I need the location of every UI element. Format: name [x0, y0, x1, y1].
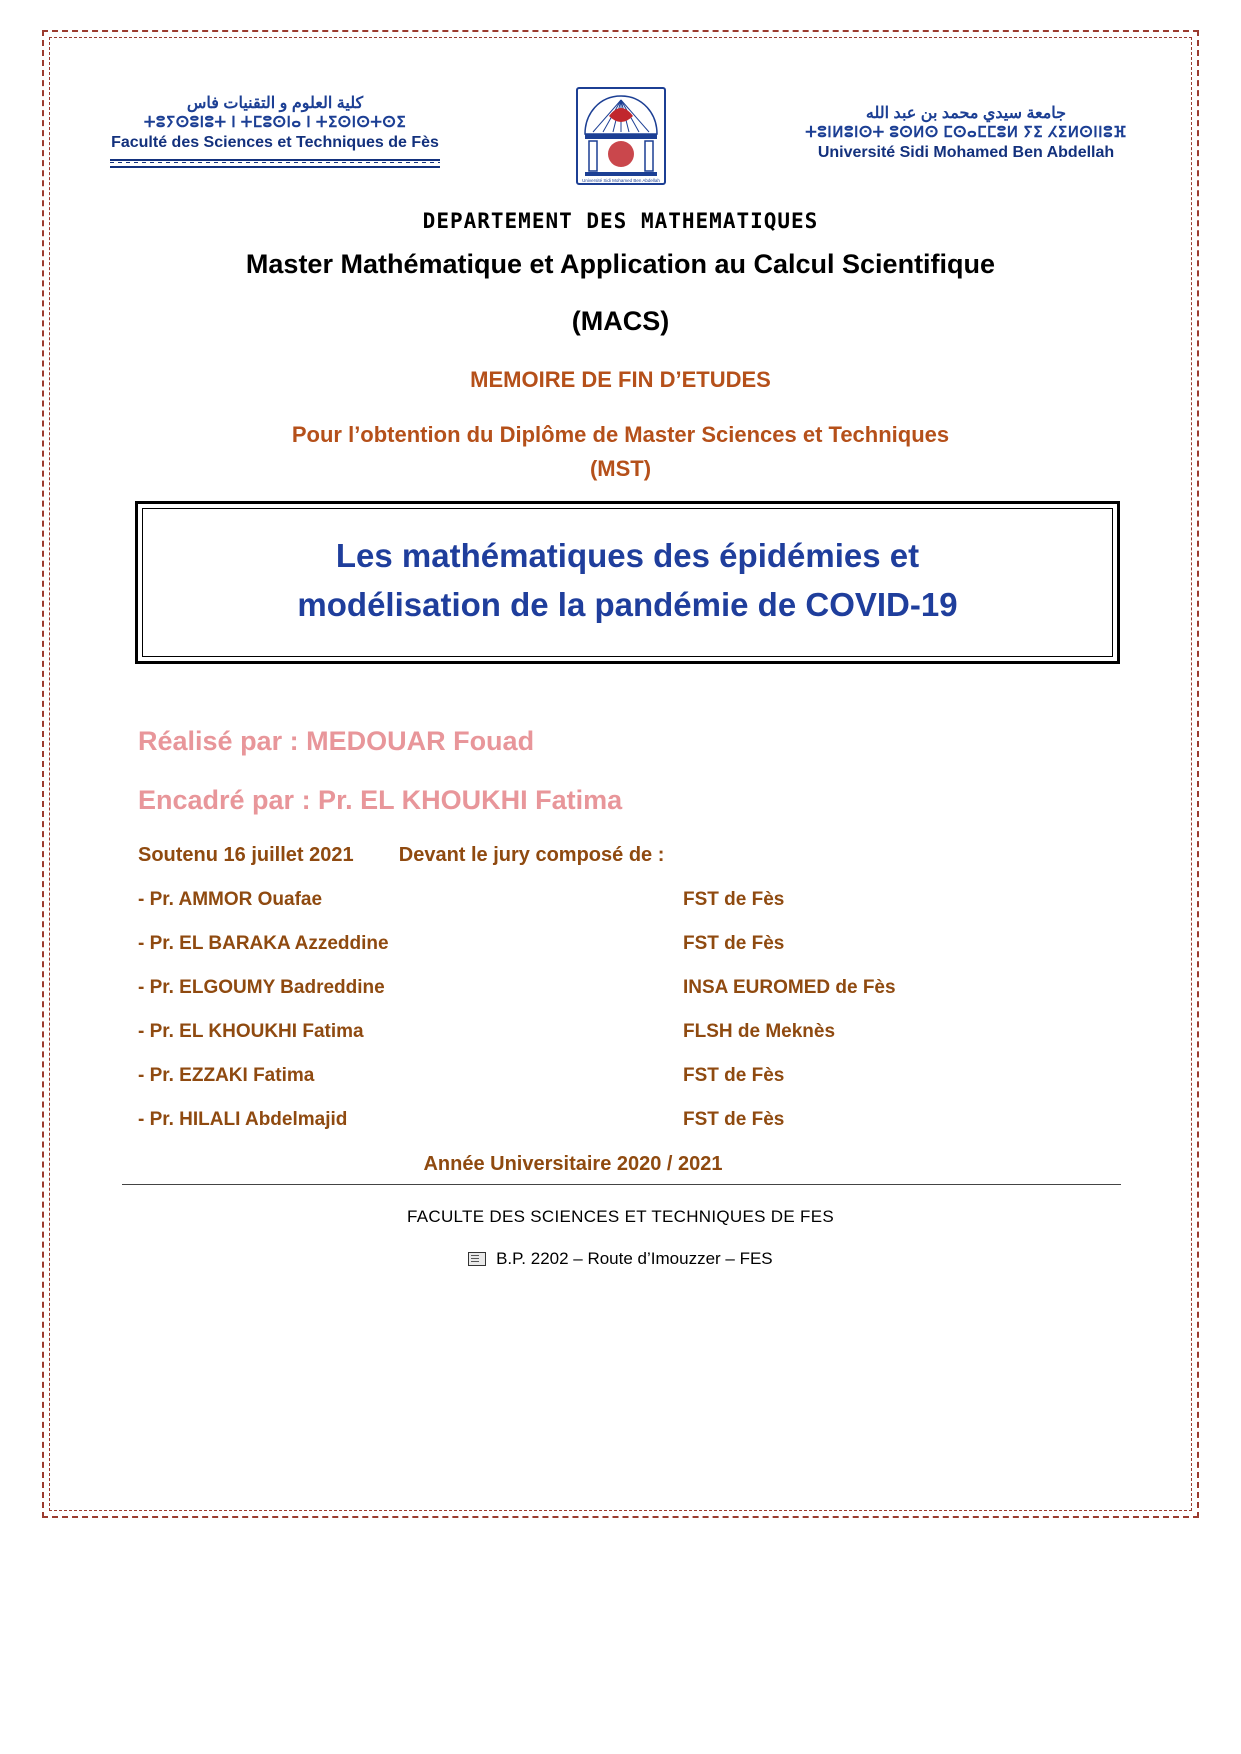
- supervisor-encadre-par: Encadré par : Pr. EL KHOUKHI Fatima: [138, 784, 623, 815]
- jury-row: [138, 977, 1038, 999]
- jury-row: [138, 1021, 1038, 1043]
- jury-member-name: - Pr. EZZAKI Fatima: [138, 1064, 315, 1086]
- jury-member-name: - Pr. EL BARAKA Azzeddine: [138, 932, 389, 954]
- university-arabic-name: جامعة سيدي محمد بن عبد الله: [865, 105, 1067, 122]
- faculty-header-divider: [110, 159, 440, 168]
- document-footer: [60, 1207, 1181, 1269]
- jury-intro: Devant le jury composé de :: [398, 843, 665, 866]
- jury-member-affiliation: FST de Fès: [683, 1108, 785, 1130]
- master-program-acronym: (MACS): [571, 306, 670, 336]
- university-tifinagh-name: ⵜⵓⵏⵍⵓⵏⵙⵜ ⵓⵙⵍⵙ ⵎⵙⴰⵎⵎⵓⵍ ⵢⵉ ⵃⵉⵍⵙⵏⵏⵓⴼ: [805, 124, 1127, 141]
- defense-line: [138, 844, 1181, 867]
- faculty-identity-block: [80, 76, 470, 168]
- university-french-name: Université Sidi Mohamed Ben Abdellah: [817, 143, 1115, 161]
- thesis-title-line2: modélisation de la pandémie de COVID-19: [297, 586, 958, 624]
- jury-list: [138, 889, 1038, 1131]
- master-program-title: Master Mathématique et Application au Calcul Scientifique: [245, 249, 996, 279]
- jury-row: [138, 889, 1038, 911]
- university-seal-logo: [571, 86, 671, 191]
- svg-text:Université Sidi Mohamed Ben Ab: Université Sidi Mohamed Ben Abdellah: [581, 178, 660, 183]
- footer-address-row: [60, 1249, 1181, 1269]
- mail-icon: [468, 1252, 486, 1266]
- author-realise-par: Réalisé par : MEDOUAR Fouad: [138, 725, 535, 756]
- footer-divider: [122, 1184, 1121, 1185]
- department-title: DEPARTEMENT DES MATHEMATIQUES: [422, 209, 819, 233]
- thesis-title-frame-inner: [142, 508, 1113, 657]
- jury-row: [138, 933, 1038, 955]
- faculty-tifinagh-name: ⵜⵓⵢⵙⵓⵏⵓⵜ Ⅰ ⵜⵎⵓⵙⵏⴰ ⵏ ⵜⵉⵙⵏⵙⵜⵙⵉ: [143, 114, 407, 131]
- jury-member-affiliation: INSA EUROMED de Fès: [683, 976, 896, 998]
- thesis-title-line1: Les mathématiques des épidémies et: [335, 536, 920, 574]
- jury-member-name: - Pr. EL KHOUKHI Fatima: [138, 1020, 364, 1042]
- faculty-arabic-name: كلية العلوم و التقنيات فاس: [186, 95, 364, 112]
- jury-member-affiliation: FST de Fès: [683, 888, 785, 910]
- jury-row: [138, 1109, 1038, 1131]
- footer-address: B.P. 2202 – Route d’Imouzzer – FES: [496, 1248, 773, 1268]
- degree-purpose-line1: Pour l’obtention du Diplôme de Master Sciences et Techniques: [291, 422, 950, 447]
- document-header: [60, 48, 1181, 191]
- academic-year: Année Universitaire 2020 / 2021: [423, 1152, 723, 1175]
- jury-member-name: - Pr. ELGOUMY Badreddine: [138, 976, 385, 998]
- jury-member-affiliation: FLSH de Meknès: [683, 1020, 836, 1042]
- cover-page-content: [60, 48, 1181, 1500]
- degree-purpose-line2: (MST): [589, 455, 652, 481]
- faculty-french-name: Faculté des Sciences et Techniques de Fès: [111, 133, 439, 151]
- jury-member-affiliation: FST de Fès: [683, 932, 785, 954]
- thesis-title-frame: [135, 501, 1120, 664]
- authors-block: [138, 726, 1181, 816]
- university-identity-block: [771, 76, 1161, 163]
- jury-member-name: - Pr. AMMOR Ouafae: [138, 888, 323, 910]
- jury-member-affiliation: FST de Fès: [683, 1064, 785, 1086]
- jury-member-name: - Pr. HILALI Abdelmajid: [138, 1108, 348, 1130]
- jury-row: [138, 1065, 1038, 1087]
- footer-institution: FACULTE DES SCIENCES ET TECHNIQUES DE FES: [407, 1206, 834, 1226]
- document-type-label: MEMOIRE DE FIN D’ETUDES: [470, 367, 771, 392]
- defense-date: Soutenu 16 juillet 2021: [138, 843, 354, 866]
